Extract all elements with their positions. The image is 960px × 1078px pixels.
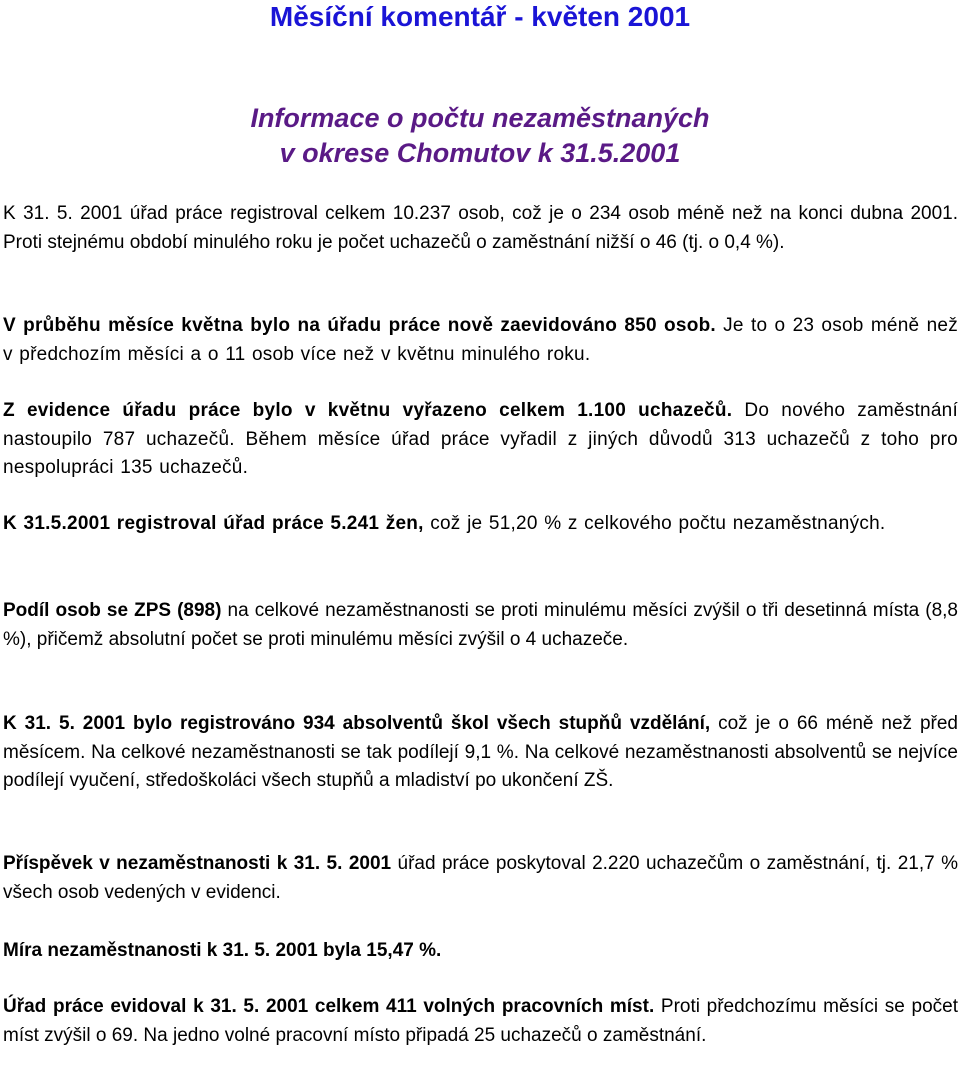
document-title: Měsíční komentář - květen 2001 xyxy=(269,1,691,32)
paragraph-bold-lead: Z evidence úřadu práce bylo v květnu vyřazeno celkem 1.100 uchazečů. xyxy=(3,400,733,421)
paragraph-unemployment-benefit xyxy=(3,850,958,907)
paragraph-bold-lead: K 31. 5. 2001 bylo registrováno 934 absolventů škol všech stupňů vzdělání, xyxy=(3,713,711,734)
paragraph-text: úřad práce poskytoval 2.220 uchazečům o zaměstnání, tj. 21,7 % všech osob vedených v evidenci. xyxy=(3,853,958,903)
paragraph-women xyxy=(3,510,958,539)
paragraph-text: Do nového zaměstnání nastoupilo 787 uchazečů. Během měsíce úřad práce vyřadil z jiných důvodů 313 uchazečů z toho pro nespolupráci 135 uchazečů. xyxy=(3,400,958,478)
paragraph-text: Je to o 23 osob méně než v předchozím měsíci a o 11 osob více než v květnu minulého roku. xyxy=(3,315,958,365)
paragraph-text: což je o 66 méně než před měsícem. Na celkové nezaměstnanosti se tak podílejí 9,1 %. Na celkové nezaměstnanosti absolventů se nejvíce podílejí vyučení, středoškoláci všech stupňů a mladiství po ukončení ZŠ. xyxy=(3,713,958,791)
paragraph-removed-from-register xyxy=(3,397,958,483)
paragraph-bold-lead: Míra nezaměstnanosti k 31. 5. 2001 byla 15,47 %. xyxy=(3,940,442,961)
paragraph-bold-lead: Úřad práce evidoval k 31. 5. 2001 celkem 411 volných pracovních míst. xyxy=(3,996,655,1017)
document-subtitle xyxy=(0,101,960,171)
subtitle-line-2: v okrese Chomutov k 31.5.2001 xyxy=(279,138,681,168)
paragraph-text: Proti předchozímu měsíci se počet míst zvýšil o 69. Na jedno volné pracovní místo připadá 25 uchazečů o zaměstnání. xyxy=(3,996,958,1046)
paragraph-disabled-persons xyxy=(3,597,958,654)
paragraph-graduates xyxy=(3,710,958,796)
paragraph-text: což je 51,20 % z celkového počtu nezaměstnaných. xyxy=(423,513,886,534)
paragraph-bold-lead: V průběhu měsíce května bylo na úřadu práce nově zaevidováno 850 osob. xyxy=(3,315,716,336)
paragraph-bold-lead: K 31.5.2001 registroval úřad práce 5.241 žen, xyxy=(3,513,424,534)
paragraph-bold-lead: Příspěvek v nezaměstnanosti k 31. 5. 2001 xyxy=(3,853,392,874)
paragraph-unemployment-rate xyxy=(3,937,958,966)
subtitle-line-1: Informace o počtu nezaměstnaných xyxy=(250,103,710,133)
paragraph-new-registrations xyxy=(3,312,958,369)
paragraph-vacancies xyxy=(3,993,958,1050)
paragraph-text: na celkové nezaměstnanosti se proti minulému měsíci zvýšil o tři desetinná místa (8,8 %), přičemž absolutní počet se proti minulému měsíci zvýšil o 4 uchazeče. xyxy=(3,600,958,650)
paragraph-text: K 31. 5. 2001 úřad práce registroval celkem 10.237 osob, což je o 234 osob méně než na konci dubna 2001. Proti stejnému období minulého roku je počet uchazečů o zaměstnání nižší o 46 (tj. o 0,4 %). xyxy=(3,203,958,253)
paragraph-total-registered xyxy=(3,200,958,257)
paragraph-bold-lead: Podíl osob se ZPS (898) xyxy=(3,600,222,621)
